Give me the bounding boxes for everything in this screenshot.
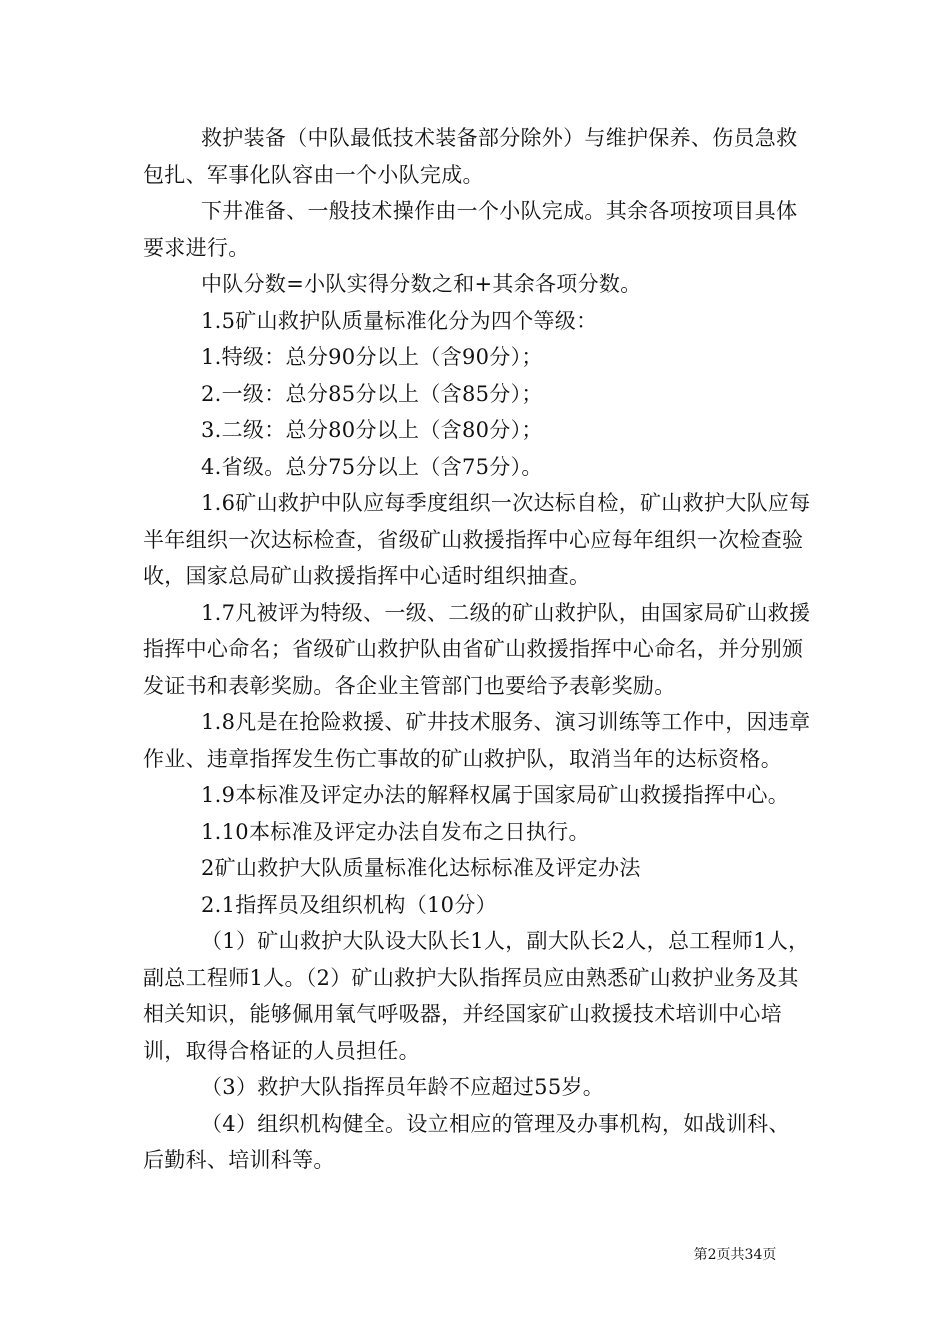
paragraph: 1.8凡是在抢险救援、矿井技术服务、演习训练等工作中，因违章作业、违章指挥发生伤亡事故的矿山救护队，取消当年的达标资格。 bbox=[143, 710, 811, 771]
page-number: 第2页共34页 bbox=[693, 1247, 777, 1263]
page-footer bbox=[0, 1244, 950, 1264]
paragraph: （3）救护大队指挥员年龄不应超过55岁。 bbox=[201, 1075, 605, 1099]
paragraph: 1.9本标准及评定办法的解释权属于国家局矿山救援指挥中心。 bbox=[201, 783, 790, 807]
paragraph: 2.一级：总分85分以上（含85分）； bbox=[201, 381, 543, 406]
paragraph: 下井准备、一般技术操作由一个小队完成。其余各项按项目具体要求进行。 bbox=[143, 199, 798, 260]
paragraph: 4.省级。总分75分以上（含75分）。 bbox=[201, 454, 543, 479]
paragraph: 1.特级：总分90分以上（含90分）； bbox=[201, 345, 543, 369]
subsection-heading: 2.1指挥员及组织机构（10分） bbox=[201, 892, 497, 917]
paragraph: 3.二级：总分80分以上（含80分）； bbox=[201, 418, 543, 442]
section-heading: 2矿山救护大队质量标准化达标标准及评定办法 bbox=[201, 856, 641, 880]
paragraph: 救护装备（中队最低技术装备部分除外）与维护保养、伤员急救包扎、军事化队容由一个小队完成。 bbox=[143, 126, 798, 187]
paragraph: 中队分数=小队实得分数之和+其余各项分数。 bbox=[201, 272, 642, 296]
paragraph: 1.10本标准及评定办法自发布之日执行。 bbox=[201, 819, 590, 844]
body-text bbox=[143, 120, 811, 1179]
paragraph: 1.5矿山救护队质量标准化分为四个等级： bbox=[201, 308, 598, 333]
paragraph: 1.6矿山救护中队应每季度组织一次达标自检，矿山救护大队应每半年组织一次达标检查，省级矿山救援指挥中心应每年组织一次检查验收，国家总局矿山救援指挥中心适时组织抽查。 bbox=[143, 491, 811, 588]
paragraph: （1）矿山救护大队设大队长1人，副大队长2人，总工程师1人，副总工程师1人。（2）矿山救护大队指挥员应由熟悉矿山救护业务及其相关知识，能够佩用氧气呼吸器，并经国家矿山救援技术培训中心培训，取得合格证的人员担任。 bbox=[143, 929, 810, 1063]
paragraph: （4）组织机构健全。设立相应的管理及办事机构，如战训科、后勤科、培训科等。 bbox=[143, 1111, 790, 1172]
paragraph: 1.7凡被评为特级、一级、二级的矿山救护队，由国家局矿山救援指挥中心命名；省级矿山救护队由省矿山救援指挥中心命名，并分别颁发证书和表彰奖励。各企业主管部门也要给予表彰奖励。 bbox=[143, 600, 811, 698]
